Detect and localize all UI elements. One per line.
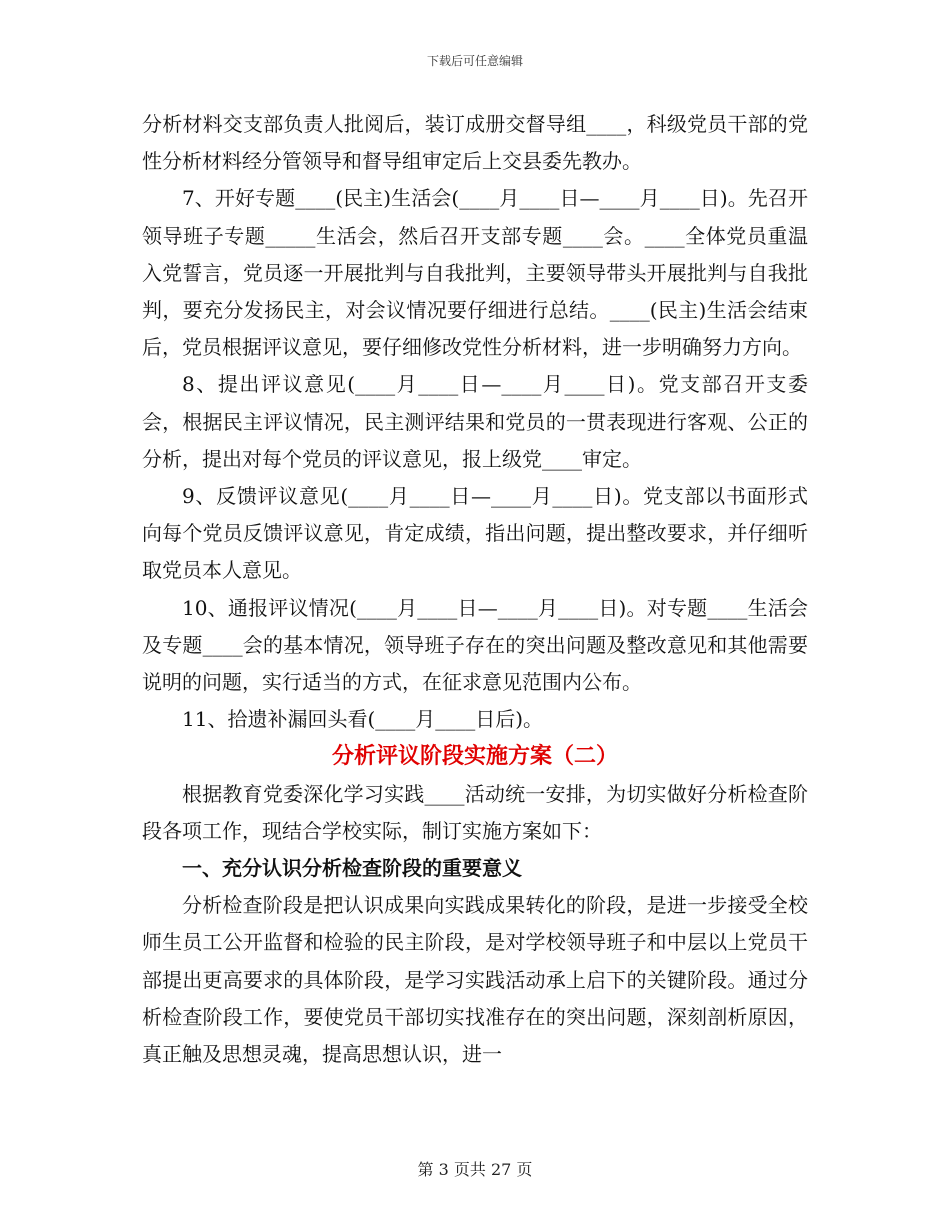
document-body	[142, 106, 808, 1073]
paragraph-item-10: 10、通报评议情况(____月____日—____月____日)。对专题____生活会及专题____会的基本情况，领导班子存在的突出问题及整改意见和其他需要说明的问题，实行适当的方式，在征求意见范围内公布。	[142, 595, 808, 695]
section-title: 分析评议阶段实施方案（二）	[331, 743, 618, 770]
paragraph-item-8: 8、提出评议意见(____月____日—____月____日)。党支部召开支委会，根据民主评议情况，民主测评结果和党员的一贯表现进行客观、公正的分析，提出对每个党员的评议意见，报上级党____审定。	[142, 372, 808, 471]
paragraph-item-7: 7、开好专题____(民主)生活会(____月____日—____月____日)。先召开领导班子专题_____生活会，然后召开支部专题____会。____全体党员重温入党誓言，党员逐一开展批判与自我批判，主要领导带头开展批判与自我批判，要充分发扬民主，对会议情况要仔细进行总结。____(民主)生活会结束后，党员根据评议意见，要仔细修改党性分析材料，进一步明确努力方向。	[142, 186, 808, 360]
paragraph-item-11: 11、拾遗补漏回头看(____月____日后)。	[182, 707, 544, 732]
page-header: 下载后可任意编辑	[426, 54, 523, 68]
body-paragraph: 分析检查阶段是把认识成果向实践成果转化的阶段，是进一步接受全校师生员工公开监督和检验的民主阶段，是对学校领导班子和中层以上党员干部提出更高要求的具体阶段，是学习实践活动承上启下的关键阶段。通过分析检查阶段工作，要使党员干部切实找准存在的突出问题，深刻剖析原因，真正触及思想灵魂，提高思想认识，进一	[142, 893, 808, 1067]
paragraph-item-9: 9、反馈评议意见(____月____日—____月____日)。党支部以书面形式向每个党员反馈评议意见，肯定成绩，指出问题，提出整改要求，并仔细听取党员本人意见。	[142, 484, 808, 583]
intro-paragraph: 根据教育党委深化学习实践____活动统一安排，为切实做好分析检查阶段各项工作，现结合学校实际，制订实施方案如下：	[142, 781, 808, 843]
page-footer: 第 3 页共 27 页	[417, 1160, 533, 1179]
paragraph-continuation: 分析材料交支部负责人批阅后，装订成册交督导组____，科级党员干部的党性分析材料经分管领导和督导组审定后上交县委先教办。	[142, 112, 808, 174]
heading-one: 一、充分认识分析检查阶段的重要意义	[182, 856, 522, 881]
